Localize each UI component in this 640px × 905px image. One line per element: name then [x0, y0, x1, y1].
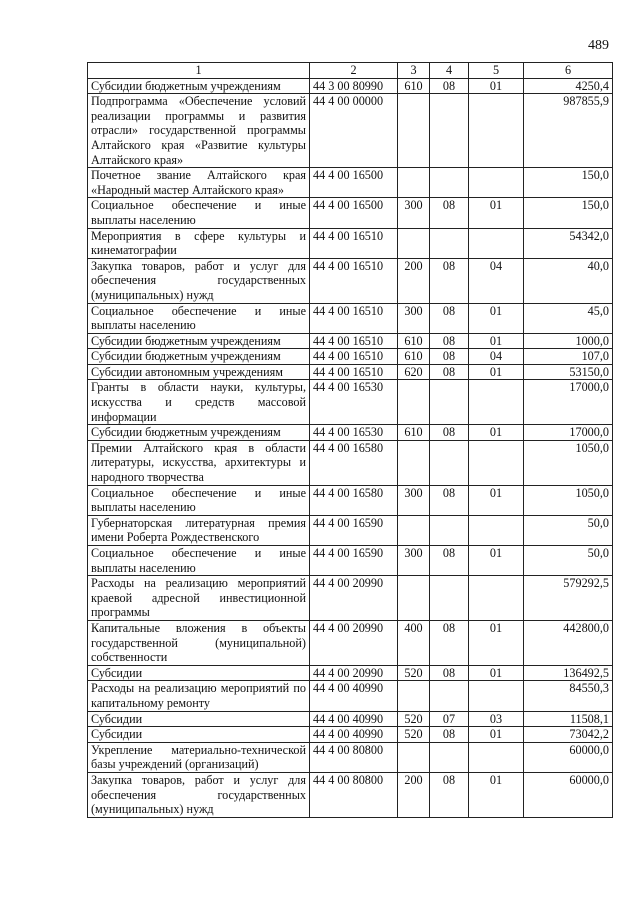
- expense-type-cell: 200: [398, 258, 430, 303]
- amount-cell: 107,0: [524, 349, 613, 365]
- item-name-cell: Почетное звание Алтайского края «Народный мастер Алтайского края»: [88, 168, 310, 198]
- amount-cell: 60000,0: [524, 742, 613, 772]
- section-code-cell: [430, 742, 469, 772]
- target-code-cell: 44 4 00 16530: [310, 425, 398, 441]
- expense-type-cell: [398, 515, 430, 545]
- subsection-code-cell: 01: [469, 78, 524, 94]
- table-row: [88, 78, 613, 94]
- table-row: [88, 727, 613, 743]
- table-row: [88, 440, 613, 485]
- amount-cell: 50,0: [524, 515, 613, 545]
- table-row: [88, 681, 613, 711]
- header-cell: 3: [398, 63, 430, 79]
- expense-type-cell: 610: [398, 78, 430, 94]
- amount-cell: 1000,0: [524, 333, 613, 349]
- target-code-cell: 44 4 00 16530: [310, 380, 398, 425]
- target-code-cell: 44 4 00 16510: [310, 258, 398, 303]
- amount-cell: 73042,2: [524, 727, 613, 743]
- table-row: [88, 258, 613, 303]
- amount-cell: 579292,5: [524, 576, 613, 621]
- subsection-code-cell: [469, 515, 524, 545]
- subsection-code-cell: [469, 742, 524, 772]
- item-name-cell: Закупка товаров, работ и услуг для обеспечения государственных (муниципальных) нужд: [88, 258, 310, 303]
- section-code-cell: [430, 380, 469, 425]
- subsection-code-cell: 04: [469, 349, 524, 365]
- expense-type-cell: 300: [398, 198, 430, 228]
- section-code-cell: [430, 168, 469, 198]
- item-name-cell: Субсидии: [88, 665, 310, 681]
- table-row: [88, 546, 613, 576]
- section-code-cell: 08: [430, 78, 469, 94]
- item-name-cell: Субсидии автономным учреждениям: [88, 364, 310, 380]
- target-code-cell: 44 4 00 16590: [310, 546, 398, 576]
- subsection-code-cell: 03: [469, 711, 524, 727]
- amount-cell: 987855,9: [524, 94, 613, 168]
- expense-type-cell: 300: [398, 546, 430, 576]
- amount-cell: 17000,0: [524, 380, 613, 425]
- amount-cell: 54342,0: [524, 228, 613, 258]
- amount-cell: 150,0: [524, 198, 613, 228]
- expense-type-cell: 400: [398, 620, 430, 665]
- target-code-cell: 44 4 00 16510: [310, 364, 398, 380]
- item-name-cell: Закупка товаров, работ и услуг для обеспечения государственных (муниципальных) нужд: [88, 772, 310, 817]
- table-row: [88, 711, 613, 727]
- subsection-code-cell: [469, 168, 524, 198]
- expense-type-cell: 300: [398, 303, 430, 333]
- subsection-code-cell: [469, 228, 524, 258]
- section-code-cell: [430, 576, 469, 621]
- table-row: [88, 94, 613, 168]
- item-name-cell: Расходы на реализацию мероприятий по капитальному ремонту: [88, 681, 310, 711]
- target-code-cell: 44 4 00 16500: [310, 168, 398, 198]
- amount-cell: 40,0: [524, 258, 613, 303]
- item-name-cell: Социальное обеспечение и иные выплаты населению: [88, 546, 310, 576]
- target-code-cell: 44 4 00 20990: [310, 620, 398, 665]
- item-name-cell: Подпрограмма «Обеспечение условий реализации программы и развития отрасли» государственной программы Алтайского края «Развитие культуры Алтайского края»: [88, 94, 310, 168]
- section-code-cell: [430, 440, 469, 485]
- table-row: [88, 303, 613, 333]
- section-code-cell: 08: [430, 349, 469, 365]
- target-code-cell: 44 4 00 16580: [310, 485, 398, 515]
- item-name-cell: Гранты в области науки, культуры, искусства и средств массовой информации: [88, 380, 310, 425]
- item-name-cell: Субсидии: [88, 711, 310, 727]
- subsection-code-cell: [469, 440, 524, 485]
- subsection-code-cell: 01: [469, 364, 524, 380]
- item-name-cell: Премии Алтайского края в области литературы, искусства, архитектуры и народного творчества: [88, 440, 310, 485]
- header-cell: 1: [88, 63, 310, 79]
- page-number: 489: [588, 38, 609, 53]
- budget-table: [87, 62, 613, 818]
- item-name-cell: Субсидии бюджетным учреждениям: [88, 78, 310, 94]
- section-code-cell: 08: [430, 303, 469, 333]
- item-name-cell: Социальное обеспечение и иные выплаты населению: [88, 303, 310, 333]
- subsection-code-cell: 01: [469, 546, 524, 576]
- table-row: [88, 198, 613, 228]
- header-row: [88, 63, 613, 79]
- amount-cell: 1050,0: [524, 440, 613, 485]
- amount-cell: 45,0: [524, 303, 613, 333]
- item-name-cell: Губернаторская литературная премия имени Роберта Рождественского: [88, 515, 310, 545]
- expense-type-cell: [398, 681, 430, 711]
- amount-cell: 136492,5: [524, 665, 613, 681]
- subsection-code-cell: 01: [469, 303, 524, 333]
- amount-cell: 50,0: [524, 546, 613, 576]
- item-name-cell: Расходы на реализацию мероприятий краевой адресной инвестиционной программы: [88, 576, 310, 621]
- amount-cell: 53150,0: [524, 364, 613, 380]
- amount-cell: 60000,0: [524, 772, 613, 817]
- section-code-cell: [430, 228, 469, 258]
- item-name-cell: Капитальные вложения в объекты государственной (муниципальной) собственности: [88, 620, 310, 665]
- target-code-cell: 44 4 00 16590: [310, 515, 398, 545]
- subsection-code-cell: 01: [469, 333, 524, 349]
- expense-type-cell: 200: [398, 772, 430, 817]
- expense-type-cell: [398, 742, 430, 772]
- subsection-code-cell: [469, 94, 524, 168]
- target-code-cell: 44 4 00 00000: [310, 94, 398, 168]
- target-code-cell: 44 3 00 80990: [310, 78, 398, 94]
- section-code-cell: 08: [430, 198, 469, 228]
- subsection-code-cell: 01: [469, 198, 524, 228]
- subsection-code-cell: [469, 380, 524, 425]
- table-row: [88, 364, 613, 380]
- item-name-cell: Субсидии бюджетным учреждениям: [88, 425, 310, 441]
- target-code-cell: 44 4 00 80800: [310, 772, 398, 817]
- table-row: [88, 380, 613, 425]
- expense-type-cell: [398, 168, 430, 198]
- section-code-cell: 08: [430, 425, 469, 441]
- target-code-cell: 44 4 00 20990: [310, 665, 398, 681]
- table-row: [88, 349, 613, 365]
- target-code-cell: 44 4 00 80800: [310, 742, 398, 772]
- section-code-cell: 08: [430, 364, 469, 380]
- section-code-cell: 08: [430, 485, 469, 515]
- table-row: [88, 576, 613, 621]
- amount-cell: 442800,0: [524, 620, 613, 665]
- item-name-cell: Укрепление материально-технической базы учреждений (организаций): [88, 742, 310, 772]
- subsection-code-cell: 01: [469, 485, 524, 515]
- section-code-cell: 07: [430, 711, 469, 727]
- amount-cell: 11508,1: [524, 711, 613, 727]
- table-row: [88, 485, 613, 515]
- item-name-cell: Субсидии бюджетным учреждениям: [88, 349, 310, 365]
- item-name-cell: Субсидии бюджетным учреждениям: [88, 333, 310, 349]
- expense-type-cell: [398, 380, 430, 425]
- item-name-cell: Социальное обеспечение и иные выплаты населению: [88, 198, 310, 228]
- section-code-cell: 08: [430, 333, 469, 349]
- target-code-cell: 44 4 00 40990: [310, 727, 398, 743]
- item-name-cell: Субсидии: [88, 727, 310, 743]
- header-cell: 5: [469, 63, 524, 79]
- subsection-code-cell: 01: [469, 772, 524, 817]
- header-cell: 4: [430, 63, 469, 79]
- item-name-cell: Мероприятия в сфере культуры и кинематографии: [88, 228, 310, 258]
- section-code-cell: 08: [430, 546, 469, 576]
- expense-type-cell: 610: [398, 333, 430, 349]
- target-code-cell: 44 4 00 16510: [310, 303, 398, 333]
- table-row: [88, 772, 613, 817]
- table-row: [88, 228, 613, 258]
- table-row: [88, 620, 613, 665]
- expense-type-cell: 620: [398, 364, 430, 380]
- expense-type-cell: 520: [398, 727, 430, 743]
- subsection-code-cell: [469, 681, 524, 711]
- target-code-cell: 44 4 00 40990: [310, 681, 398, 711]
- target-code-cell: 44 4 00 16510: [310, 349, 398, 365]
- subsection-code-cell: 01: [469, 425, 524, 441]
- section-code-cell: [430, 515, 469, 545]
- table-row: [88, 425, 613, 441]
- target-code-cell: 44 4 00 16500: [310, 198, 398, 228]
- expense-type-cell: [398, 228, 430, 258]
- expense-type-cell: 610: [398, 425, 430, 441]
- target-code-cell: 44 4 00 40990: [310, 711, 398, 727]
- expense-type-cell: 610: [398, 349, 430, 365]
- table-row: [88, 515, 613, 545]
- expense-type-cell: [398, 576, 430, 621]
- subsection-code-cell: 01: [469, 620, 524, 665]
- subsection-code-cell: 04: [469, 258, 524, 303]
- amount-cell: 17000,0: [524, 425, 613, 441]
- amount-cell: 84550,3: [524, 681, 613, 711]
- section-code-cell: 08: [430, 620, 469, 665]
- section-code-cell: 08: [430, 772, 469, 817]
- table-row: [88, 742, 613, 772]
- subsection-code-cell: [469, 576, 524, 621]
- table-row: [88, 168, 613, 198]
- amount-cell: 1050,0: [524, 485, 613, 515]
- expense-type-cell: [398, 94, 430, 168]
- target-code-cell: 44 4 00 20990: [310, 576, 398, 621]
- header-cell: 2: [310, 63, 398, 79]
- header-cell: 6: [524, 63, 613, 79]
- section-code-cell: [430, 94, 469, 168]
- expense-type-cell: [398, 440, 430, 485]
- subsection-code-cell: 01: [469, 727, 524, 743]
- section-code-cell: 08: [430, 258, 469, 303]
- amount-cell: 150,0: [524, 168, 613, 198]
- expense-type-cell: 300: [398, 485, 430, 515]
- expense-type-cell: 520: [398, 711, 430, 727]
- table-row: [88, 333, 613, 349]
- target-code-cell: 44 4 00 16510: [310, 333, 398, 349]
- section-code-cell: 08: [430, 727, 469, 743]
- expense-type-cell: 520: [398, 665, 430, 681]
- table-row: [88, 665, 613, 681]
- amount-cell: 4250,4: [524, 78, 613, 94]
- section-code-cell: [430, 681, 469, 711]
- item-name-cell: Социальное обеспечение и иные выплаты населению: [88, 485, 310, 515]
- target-code-cell: 44 4 00 16580: [310, 440, 398, 485]
- target-code-cell: 44 4 00 16510: [310, 228, 398, 258]
- section-code-cell: 08: [430, 665, 469, 681]
- subsection-code-cell: 01: [469, 665, 524, 681]
